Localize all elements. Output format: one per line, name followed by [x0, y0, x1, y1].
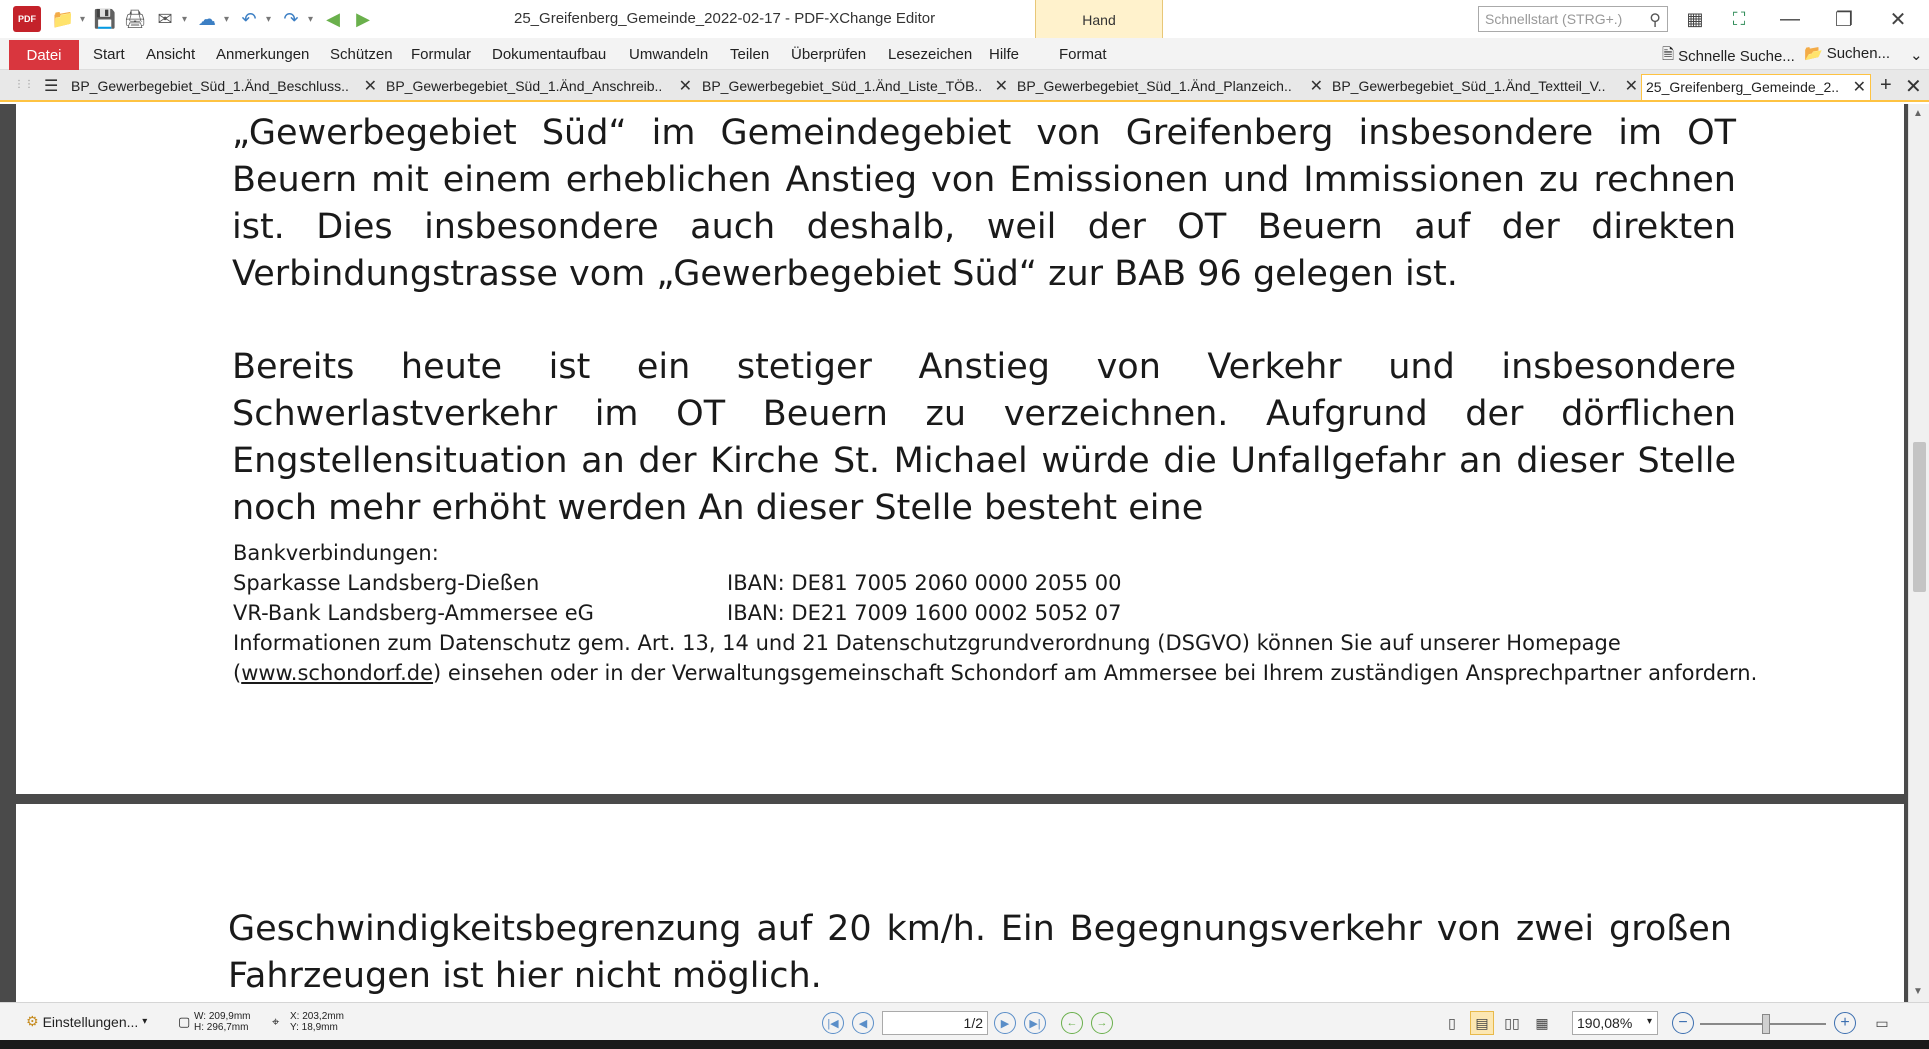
scan-dropdown-icon[interactable]: ▾ [224, 13, 230, 25]
document-viewport[interactable] [0, 104, 1908, 1002]
chevron-down-icon: ▾ [1646, 1016, 1652, 1027]
menu-form[interactable]: Formular [411, 46, 472, 63]
bank-row [233, 568, 1757, 598]
bank-row [233, 598, 1757, 628]
page-number-input[interactable] [882, 1011, 988, 1035]
zoom-out-icon[interactable]: − [1672, 1012, 1694, 1034]
zoom-select[interactable] [1572, 1011, 1658, 1035]
bank-iban: IBAN: DE21 7009 1600 0002 5052 07 [727, 601, 1122, 625]
search-button[interactable] [1804, 44, 1890, 62]
document-tabs-bar [0, 70, 1929, 102]
privacy-line [233, 658, 1757, 688]
page-width: W: 209,9mm [194, 1011, 251, 1022]
pdf-page-1 [16, 104, 1904, 794]
menu-review[interactable]: Überprüfen [791, 46, 867, 63]
settings-button[interactable] [26, 1013, 147, 1030]
cursor-position-icon: ⌖ [272, 1014, 280, 1029]
document-tab[interactable] [386, 74, 696, 100]
close-tab-icon[interactable]: ✕ [1624, 78, 1638, 95]
quick-search-label: Schnelle Suche... [1678, 48, 1795, 65]
page-height: H: 296,7mm [194, 1022, 249, 1033]
zoom-slider-thumb[interactable] [1762, 1014, 1770, 1034]
document-tab[interactable] [1017, 74, 1327, 100]
page-layout-icon[interactable]: ▭ [1875, 1014, 1889, 1031]
email-dropdown-icon[interactable]: ▾ [182, 13, 188, 25]
document-tab-label: BP_Gewerbegebiet_Süd_1.Änd_Textteil_V.. [1332, 78, 1606, 94]
document-tab[interactable] [1332, 74, 1642, 100]
privacy-paren: ( [233, 661, 242, 685]
menu-comments[interactable]: Anmerkungen [216, 46, 310, 63]
body-paragraph-1: „Gewerbegebiet Süd“ im Gemeindegebiet von Greifenberg insbesondere im OT Beuern mit einem erheblichen Anstieg von Emissionen und Immissionen zu rechnen ist. Dies insbesondere auch deshalb, weil der OT Beuern auf der direkten Verbindungstrasse vom „Gewerbegebiet Süd“ zur BAB 96 gelegen ist. [232, 113, 1736, 294]
quick-launch-input[interactable] [1478, 6, 1668, 32]
first-page-icon[interactable]: |◀ [822, 1012, 844, 1034]
document-tab-label: BP_Gewerbegebiet_Süd_1.Änd_Planzeich.. [1017, 78, 1292, 94]
scroll-down-icon[interactable]: ▼ [1913, 986, 1923, 997]
body-paragraph-2: Bereits heute ist ein stetiger Anstieg von Verkehr und insbesondere Schwerlastverkehr im OT Beuern zu verzeichnen. Aufgrund der dörflichen Engstellensituation an der Kirche St. Michael würde die Unfallgefahr an dieser Stelle noch mehr erhöht werden An dieser Stelle besteht eine [232, 347, 1736, 528]
ui-options-icon[interactable]: ▦ [1686, 8, 1704, 29]
app-logo-icon[interactable]: PDF [13, 6, 41, 32]
undo-dropdown-icon[interactable]: ▾ [266, 13, 272, 25]
document-tab-label: BP_Gewerbegebiet_Süd_1.Änd_Beschluss.. [71, 78, 349, 94]
grip-icon[interactable]: ⋮⋮ [14, 79, 34, 90]
redo-dropdown-icon[interactable]: ▾ [308, 13, 314, 25]
privacy-rest: ) einsehen oder in der Verwaltungsgemeinschaft Schondorf am Ammersee bei Ihrem zuständigen Ansprechpartner anfordern. [433, 661, 1758, 685]
menu-bookmarks[interactable]: Lesezeichen [888, 46, 973, 63]
document-tab-label: BP_Gewerbegebiet_Süd_1.Änd_Liste_TÖB.. [702, 78, 983, 94]
footer-title: Bankverbindungen: [233, 541, 439, 565]
next-view-icon[interactable]: → [1091, 1012, 1113, 1034]
menu-organize[interactable]: Dokumentaufbau [492, 46, 607, 63]
search-label: Suchen... [1826, 44, 1891, 62]
ribbon-collapse-icon[interactable]: ⌄ [1910, 47, 1923, 64]
email-icon[interactable]: ✉ [157, 8, 173, 29]
window-title: 25_Greifenberg_Gemeinde_2022-02-17 - PDF-XChange Editor [514, 10, 936, 27]
cursor-x: X: 203,2mm [290, 1011, 344, 1022]
close-window-button[interactable]: ✕ [1889, 8, 1907, 31]
page-size-icon: ▢ [178, 1014, 191, 1029]
document-tab[interactable] [702, 74, 1012, 100]
forward-icon[interactable]: ▶ [356, 8, 370, 29]
privacy-line: Informationen zum Datenschutz gem. Art. 13, 14 und 21 Datenschutzgrundverordnung (DSGVO) können Sie auf unserer Homepage [233, 631, 1621, 655]
bank-name: Sparkasse Landsberg-Dießen [233, 571, 540, 595]
title-bar [0, 0, 1929, 38]
scan-icon[interactable]: ☁ [198, 8, 216, 29]
menu-bar [0, 38, 1929, 70]
document-tab[interactable] [71, 74, 381, 100]
document-tab-label: BP_Gewerbegebiet_Süd_1.Änd_Anschreib.. [386, 78, 663, 94]
body-paragraph-3: Geschwindigkeitsbegrenzung auf 20 km/h. Ein Begegnungsverkehr von zwei großen Fahrzeugen ist hier nicht möglich. [228, 909, 1732, 996]
bank-iban: IBAN: DE81 7005 2060 0000 2055 00 [727, 571, 1122, 595]
zoom-value: 190,08% [1577, 1015, 1633, 1031]
page-current: 1 [963, 1015, 972, 1031]
context-tab-hand-label: Hand [1082, 12, 1116, 28]
taskbar-edge [0, 1040, 1929, 1049]
menu-view[interactable]: Ansicht [146, 46, 196, 63]
open-folder-icon[interactable]: 📁 [51, 8, 75, 29]
close-tab-icon[interactable]: ✕ [678, 78, 692, 95]
previous-page-icon[interactable]: ◀ [852, 1012, 874, 1034]
two-page-icon[interactable]: ▯▯ [1504, 1014, 1520, 1031]
search-folder-icon: 📂 [1804, 45, 1823, 62]
single-page-icon[interactable]: ▯ [1448, 1014, 1456, 1031]
close-tab-icon[interactable]: ✕ [1852, 79, 1866, 96]
zoom-in-icon[interactable]: + [1834, 1012, 1856, 1034]
two-page-continuous-icon[interactable]: ▦ [1535, 1014, 1549, 1031]
quick-launch-placeholder: Schnellstart (STRG+.) [1485, 11, 1623, 27]
menu-start[interactable]: Start [93, 46, 125, 63]
fullscreen-icon[interactable]: ⛶ [1732, 8, 1746, 29]
scroll-up-icon[interactable]: ▲ [1913, 108, 1923, 119]
search-icon: ⚲ [1649, 12, 1661, 29]
restore-button[interactable]: ❐ [1835, 8, 1853, 31]
cursor-y: Y: 18,9mm [290, 1022, 338, 1033]
scroll-thumb[interactable] [1913, 442, 1926, 592]
chevron-down-icon: ▾ [142, 1016, 148, 1027]
pdf-page-2 [16, 804, 1904, 1002]
homepage-link[interactable]: www.schondorf.de [241, 661, 434, 685]
next-page-icon[interactable]: ▶ [994, 1012, 1016, 1034]
print-icon[interactable]: 🖨 [123, 8, 147, 29]
last-page-icon[interactable]: ▶| [1024, 1012, 1046, 1034]
menu-protect[interactable]: Schützen [330, 46, 393, 63]
continuous-page-icon[interactable]: ▤ [1470, 1011, 1494, 1035]
save-icon[interactable]: 💾 [93, 8, 117, 29]
quick-search-icon: 🗎 [1662, 46, 1675, 63]
tab-list-menu-icon[interactable]: ☰ [44, 78, 59, 95]
vertical-scrollbar[interactable] [1908, 104, 1929, 1002]
minimize-button[interactable]: — [1780, 7, 1800, 30]
document-tab-label: 25_Greifenberg_Gemeinde_2.. [1646, 79, 1840, 95]
gear-icon: ⚙ [26, 1013, 39, 1029]
close-tab-icon[interactable]: ✕ [363, 78, 377, 95]
close-all-tabs-icon[interactable]: ✕ [1905, 76, 1922, 98]
redo-icon[interactable]: ↷ [283, 8, 299, 29]
new-tab-icon[interactable]: + [1880, 74, 1892, 96]
menu-file[interactable]: Datei [9, 40, 79, 70]
status-bar [0, 1002, 1929, 1040]
back-icon[interactable]: ◀ [326, 8, 340, 29]
letter-footer [233, 538, 1757, 688]
undo-icon[interactable]: ↶ [241, 8, 257, 29]
close-tab-icon[interactable]: ✕ [1309, 78, 1323, 95]
open-dropdown-icon[interactable]: ▾ [80, 13, 86, 25]
bank-name: VR-Bank Landsberg-Ammersee eG [233, 601, 594, 625]
close-tab-icon[interactable]: ✕ [994, 78, 1008, 95]
menu-help[interactable]: Hilfe [989, 46, 1020, 63]
quick-search-button[interactable] [1662, 44, 1795, 69]
settings-label: Einstellungen... [42, 1013, 139, 1030]
menu-share[interactable]: Teilen [730, 46, 770, 63]
document-tab-active[interactable] [1641, 74, 1871, 100]
previous-view-icon[interactable]: ← [1061, 1012, 1083, 1034]
menu-format[interactable]: Format [1059, 46, 1107, 63]
menu-convert[interactable]: Umwandeln [629, 46, 709, 63]
quick-access-toolbar [50, 5, 376, 33]
page-total: /2 [971, 1015, 983, 1031]
